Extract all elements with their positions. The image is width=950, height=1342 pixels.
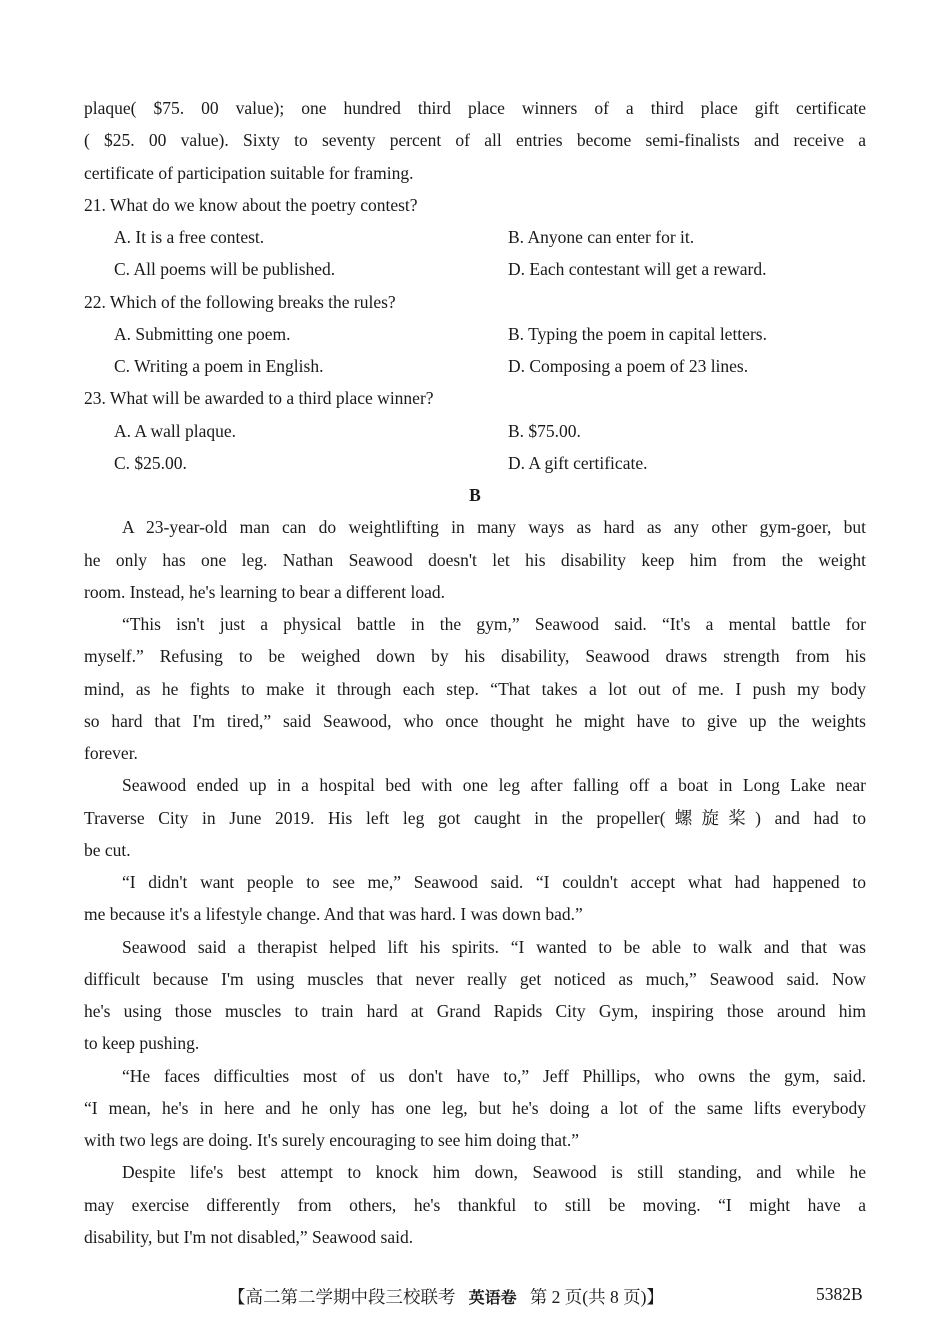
question-23 xyxy=(84,382,866,479)
answer-option: B. $75.00. xyxy=(508,420,581,441)
text-line: A 23-year-old man can do weightlifting in many ways as hard as any other gym-goer, but xyxy=(122,517,866,538)
question-22 xyxy=(84,286,866,383)
answer-option: A. It is a free contest. xyxy=(114,227,265,247)
text-line: me because it's a lifestyle change. And that was hard. I was down bad.” xyxy=(84,904,583,925)
answer-option: D. A gift certificate. xyxy=(508,452,648,473)
text-line: mind, as he fights to make it through each step. “That takes a lot out of me. I push my body xyxy=(84,678,866,699)
paragraph xyxy=(84,608,866,769)
subject-label: 英语卷 xyxy=(468,1288,517,1307)
option-row xyxy=(84,415,866,447)
text-line: be cut. xyxy=(84,839,131,860)
option-row xyxy=(84,350,866,382)
text-line: disability, but I'm not disabled,” Seawood said. xyxy=(84,1226,414,1247)
intro-paragraph xyxy=(84,92,866,189)
text-line: so hard that I'm tired,” said Seawood, who once thought he might have to give up the weights xyxy=(84,710,866,731)
text-line: certificate of participation suitable for framing. xyxy=(84,162,414,183)
text-line: he's using those muscles to train hard at Grand Rapids City Gym, inspiring those around him xyxy=(84,1001,866,1021)
text-line: “He faces difficulties most of us don't have to,” Jeff Phillips, who owns the gym, said. xyxy=(122,1065,866,1086)
option-row xyxy=(84,318,866,350)
paper-code: 5382B xyxy=(816,1284,863,1304)
answer-option: A. Submitting one poem. xyxy=(114,323,291,344)
text-line: Despite life's best attempt to knock him down, Seawood is still standing, and while he xyxy=(122,1162,866,1183)
page-number: 第 2 页(共 8 页)】 xyxy=(529,1287,664,1307)
paragraph xyxy=(84,769,866,866)
text-line: Traverse City in June 2019. His left leg got caught in the propeller(螺旋桨) and had to xyxy=(84,807,866,828)
text-line: “I didn't want people to see me,” Seawood said. “I couldn't accept what had happened to xyxy=(122,872,866,892)
paragraph xyxy=(84,1060,866,1157)
option-row xyxy=(84,253,866,285)
option-row xyxy=(84,221,866,253)
text-line: “I mean, he's in here and he only has one leg, but he's doing a lot of the same lifts everybody xyxy=(84,1097,866,1118)
answer-option: D. Each contestant will get a reward. xyxy=(508,259,767,280)
text-line: ( $25. 00 value). Sixty to seventy percent of all entries become semi-finalists and receive a xyxy=(84,130,866,151)
answer-option: B. Anyone can enter for it. xyxy=(508,227,695,247)
footer-title xyxy=(228,1284,664,1309)
paragraph xyxy=(84,1156,866,1253)
text-line: “This isn't just a physical battle in the gym,” Seawood said. “It's a mental battle for xyxy=(122,614,866,634)
paragraph xyxy=(84,866,866,931)
text-line: he only has one leg. Nathan Seawood doesn't let his disability keep him from the weight xyxy=(84,549,866,570)
exam-name: 【高二第二学期中段三校联考 xyxy=(228,1287,456,1307)
text-line: forever. xyxy=(84,743,138,763)
text-line: may exercise differently from others, he's thankful to still be moving. “I might have a xyxy=(84,1194,866,1215)
questions-section xyxy=(84,189,866,479)
question-stem: 21. What do we know about the poetry contest? xyxy=(84,194,418,215)
question-stem: 22. Which of the following breaks the rules? xyxy=(84,291,396,312)
question-21 xyxy=(84,189,866,286)
text-line: with two legs are doing. It's surely encouraging to see him doing that.” xyxy=(84,1130,579,1150)
text-line: myself.” Refusing to be weighed down by his disability, Seawood draws strength from his xyxy=(84,646,866,667)
paragraph xyxy=(84,511,866,608)
section-title: B xyxy=(469,485,481,505)
text-line: plaque( $75. 00 value); one hundred third place winners of a third place gift certificate xyxy=(84,98,866,118)
passage-b xyxy=(84,511,866,1253)
answer-option: C. Writing a poem in English. xyxy=(114,356,324,376)
text-line: Seawood ended up in a hospital bed with one leg after falling off a boat in Long Lake near xyxy=(122,775,866,796)
option-row xyxy=(84,447,866,479)
text-line: room. Instead, he's learning to bear a different load. xyxy=(84,581,445,602)
answer-option: A. A wall plaque. xyxy=(114,420,236,441)
answer-option: D. Composing a poem of 23 lines. xyxy=(508,356,749,376)
text-line: to keep pushing. xyxy=(84,1033,200,1054)
text-line: Seawood said a therapist helped lift his spirits. “I wanted to be able to walk and that was xyxy=(122,936,866,957)
paragraph xyxy=(84,931,866,1060)
answer-option: B. Typing the poem in capital letters. xyxy=(508,323,767,344)
exam-page-content xyxy=(84,92,866,1253)
text-line: difficult because I'm using muscles that never really get noticed as much,” Seawood said. Now xyxy=(84,968,866,989)
answer-option: C. $25.00. xyxy=(114,452,187,473)
question-stem: 23. What will be awarded to a third place winner? xyxy=(84,388,434,409)
answer-option: C. All poems will be published. xyxy=(114,259,336,280)
